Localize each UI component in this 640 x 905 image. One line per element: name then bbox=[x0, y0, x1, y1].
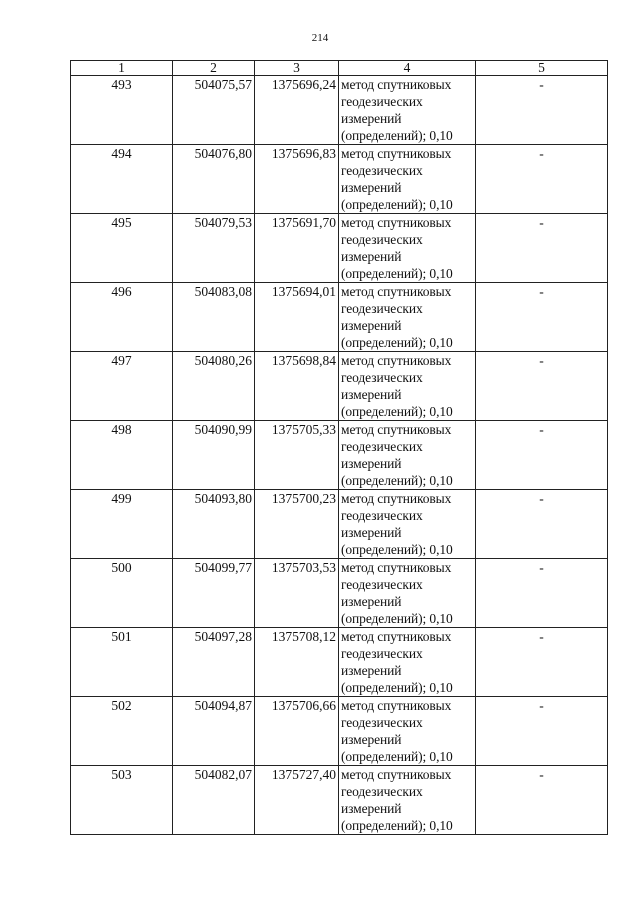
coordinate-x: 504097,28 bbox=[173, 628, 255, 697]
point-number: 503 bbox=[71, 766, 173, 835]
method-line: измерений bbox=[341, 111, 402, 126]
table-row bbox=[71, 76, 608, 145]
method-line: измерений bbox=[341, 663, 402, 678]
coordinate-y: 1375691,70 bbox=[255, 214, 339, 283]
method-line: метод спутниковых bbox=[341, 767, 452, 782]
method-line: метод спутниковых bbox=[341, 560, 452, 575]
coordinate-x: 504082,07 bbox=[173, 766, 255, 835]
table-row bbox=[71, 766, 608, 835]
coordinate-y: 1375706,66 bbox=[255, 697, 339, 766]
method-line: измерений bbox=[341, 180, 402, 195]
method-line: измерений bbox=[341, 318, 402, 333]
method-line: метод спутниковых bbox=[341, 146, 452, 161]
table-row bbox=[71, 490, 608, 559]
coordinate-x: 504079,53 bbox=[173, 214, 255, 283]
measurement-method bbox=[339, 766, 476, 835]
method-line: измерений bbox=[341, 801, 402, 816]
method-line: (определений); 0,10 bbox=[341, 473, 453, 488]
method-line: геодезических bbox=[341, 370, 423, 385]
method-line: геодезических bbox=[341, 784, 423, 799]
coordinate-y: 1375703,53 bbox=[255, 559, 339, 628]
coordinate-x: 504076,80 bbox=[173, 145, 255, 214]
coordinate-x: 504075,57 bbox=[173, 76, 255, 145]
point-number: 497 bbox=[71, 352, 173, 421]
method-line: метод спутниковых bbox=[341, 629, 452, 644]
measurement-method bbox=[339, 697, 476, 766]
method-line: измерений bbox=[341, 456, 402, 471]
note-cell: - bbox=[476, 352, 608, 421]
header-col-3: 3 bbox=[255, 61, 339, 76]
method-line: метод спутниковых bbox=[341, 698, 452, 713]
method-line: геодезических bbox=[341, 163, 423, 178]
measurement-method bbox=[339, 214, 476, 283]
coordinate-y: 1375700,23 bbox=[255, 490, 339, 559]
point-number: 495 bbox=[71, 214, 173, 283]
method-line: измерений bbox=[341, 732, 402, 747]
table-row bbox=[71, 283, 608, 352]
note-cell: - bbox=[476, 145, 608, 214]
point-number: 494 bbox=[71, 145, 173, 214]
method-line: (определений); 0,10 bbox=[341, 128, 453, 143]
method-line: измерений bbox=[341, 387, 402, 402]
method-line: (определений); 0,10 bbox=[341, 611, 453, 626]
coordinate-y: 1375696,83 bbox=[255, 145, 339, 214]
method-line: геодезических bbox=[341, 508, 423, 523]
coordinate-x: 504093,80 bbox=[173, 490, 255, 559]
header-col-4: 4 bbox=[339, 61, 476, 76]
method-line: (определений); 0,10 bbox=[341, 197, 453, 212]
method-line: геодезических bbox=[341, 439, 423, 454]
method-line: метод спутниковых bbox=[341, 284, 452, 299]
method-line: (определений); 0,10 bbox=[341, 404, 453, 419]
coordinates-table bbox=[70, 60, 608, 835]
note-cell: - bbox=[476, 283, 608, 352]
note-cell: - bbox=[476, 421, 608, 490]
note-cell: - bbox=[476, 559, 608, 628]
method-line: геодезических bbox=[341, 646, 423, 661]
method-line: измерений bbox=[341, 594, 402, 609]
table-row bbox=[71, 145, 608, 214]
table-body bbox=[71, 76, 608, 835]
method-line: (определений); 0,10 bbox=[341, 818, 453, 833]
method-line: геодезических bbox=[341, 232, 423, 247]
coordinate-y: 1375694,01 bbox=[255, 283, 339, 352]
note-cell: - bbox=[476, 628, 608, 697]
method-line: измерений bbox=[341, 525, 402, 540]
measurement-method bbox=[339, 628, 476, 697]
method-line: метод спутниковых bbox=[341, 422, 452, 437]
page-number: 214 bbox=[311, 32, 329, 44]
note-cell: - bbox=[476, 214, 608, 283]
table-row bbox=[71, 697, 608, 766]
method-line: (определений); 0,10 bbox=[341, 680, 453, 695]
measurement-method bbox=[339, 352, 476, 421]
method-line: (определений); 0,10 bbox=[341, 542, 453, 557]
header-col-2: 2 bbox=[173, 61, 255, 76]
method-line: геодезических bbox=[341, 94, 423, 109]
method-line: метод спутниковых bbox=[341, 215, 452, 230]
coordinate-x: 504094,87 bbox=[173, 697, 255, 766]
coordinate-x: 504083,08 bbox=[173, 283, 255, 352]
header-row bbox=[71, 61, 608, 76]
point-number: 502 bbox=[71, 697, 173, 766]
method-line: (определений); 0,10 bbox=[341, 749, 453, 764]
coordinate-y: 1375696,24 bbox=[255, 76, 339, 145]
point-number: 500 bbox=[71, 559, 173, 628]
point-number: 499 bbox=[71, 490, 173, 559]
method-line: метод спутниковых bbox=[341, 77, 452, 92]
table-row bbox=[71, 559, 608, 628]
coordinate-y: 1375708,12 bbox=[255, 628, 339, 697]
header-col-1: 1 bbox=[71, 61, 173, 76]
point-number: 493 bbox=[71, 76, 173, 145]
coordinate-x: 504080,26 bbox=[173, 352, 255, 421]
header-col-5: 5 bbox=[476, 61, 608, 76]
table-row bbox=[71, 214, 608, 283]
measurement-method bbox=[339, 76, 476, 145]
measurement-method bbox=[339, 559, 476, 628]
coordinate-y: 1375705,33 bbox=[255, 421, 339, 490]
method-line: геодезических bbox=[341, 301, 423, 316]
measurement-method bbox=[339, 490, 476, 559]
method-line: геодезических bbox=[341, 715, 423, 730]
coordinate-y: 1375727,40 bbox=[255, 766, 339, 835]
measurement-method bbox=[339, 145, 476, 214]
coordinate-x: 504099,77 bbox=[173, 559, 255, 628]
note-cell: - bbox=[476, 490, 608, 559]
table-row bbox=[71, 421, 608, 490]
note-cell: - bbox=[476, 697, 608, 766]
point-number: 496 bbox=[71, 283, 173, 352]
method-line: измерений bbox=[341, 249, 402, 264]
table-row bbox=[71, 352, 608, 421]
note-cell: - bbox=[476, 766, 608, 835]
method-line: метод спутниковых bbox=[341, 491, 452, 506]
point-number: 501 bbox=[71, 628, 173, 697]
coordinate-y: 1375698,84 bbox=[255, 352, 339, 421]
method-line: геодезических bbox=[341, 577, 423, 592]
measurement-method bbox=[339, 421, 476, 490]
measurement-method bbox=[339, 283, 476, 352]
table-row bbox=[71, 628, 608, 697]
note-cell: - bbox=[476, 76, 608, 145]
method-line: (определений); 0,10 bbox=[341, 335, 453, 350]
table-header bbox=[71, 61, 608, 76]
coordinate-x: 504090,99 bbox=[173, 421, 255, 490]
point-number: 498 bbox=[71, 421, 173, 490]
method-line: метод спутниковых bbox=[341, 353, 452, 368]
method-line: (определений); 0,10 bbox=[341, 266, 453, 281]
